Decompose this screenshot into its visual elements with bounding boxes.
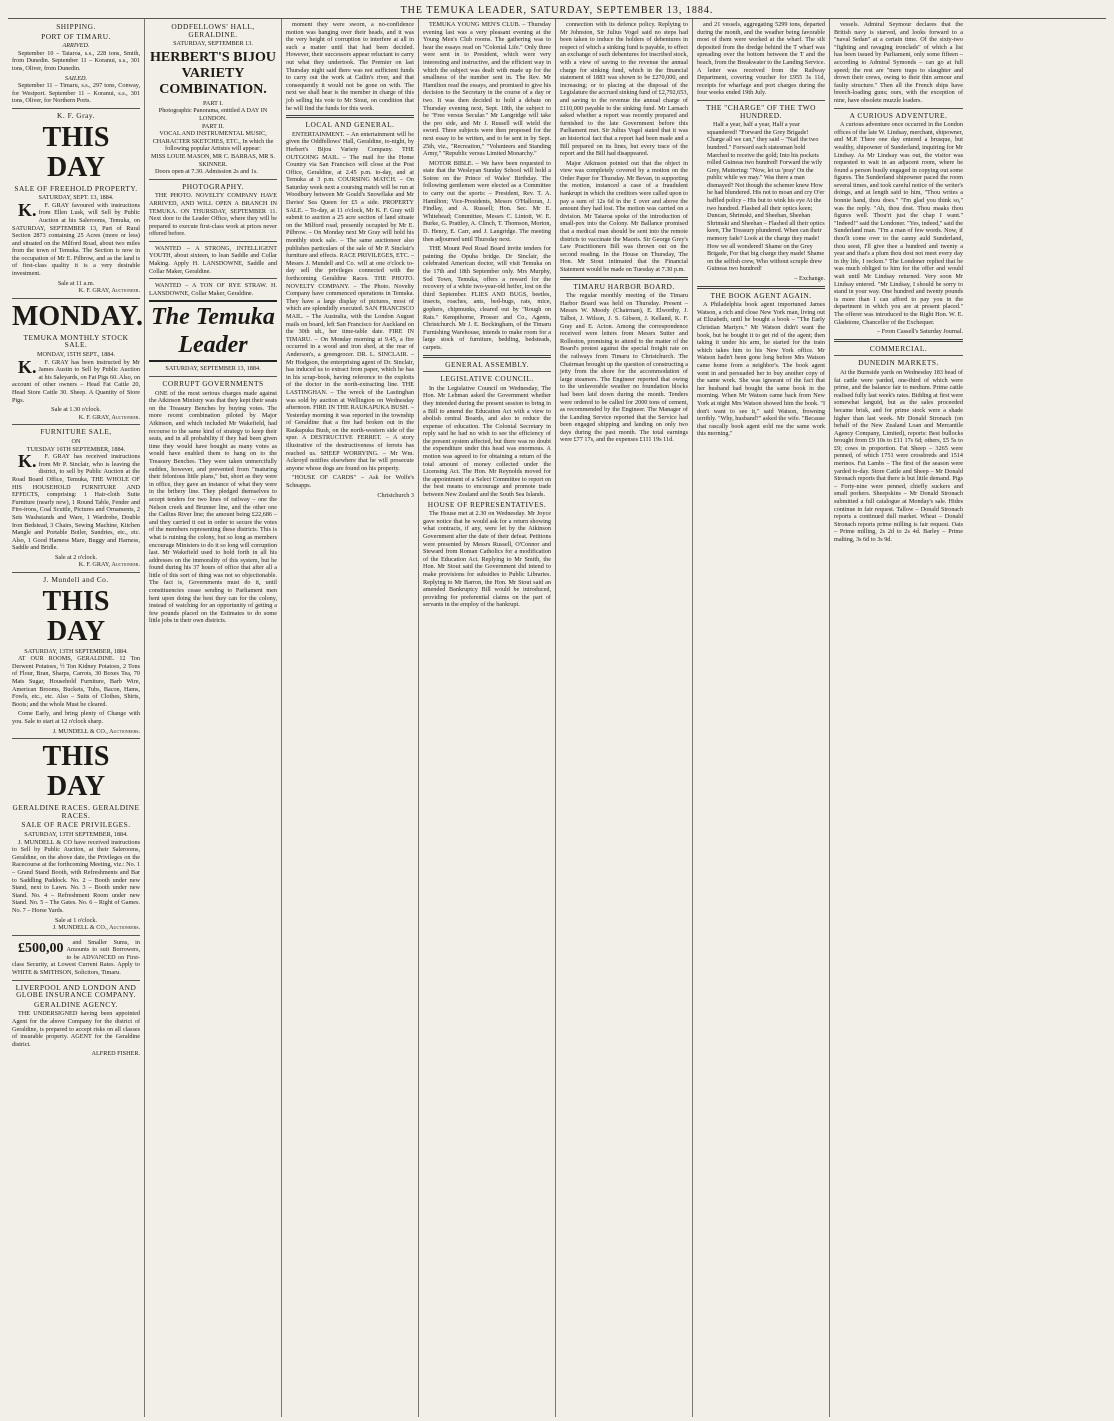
divider	[834, 108, 963, 109]
arrived-text: September 10 – Taiaroa, s.s., 228 tons, Smith, from Dunedin. September 11 – Koranui, s.s., 301 tons, Oliver, from Dunedin.	[12, 49, 140, 72]
sale-date: SATURDAY, 13TH SEPTEMBER, 1884.	[24, 830, 128, 838]
auctioneer-signature: K. F. GRAY, Auctioneer.	[78, 413, 140, 421]
sale-time: Sale at 11 a.m.	[57, 279, 95, 287]
this-day-heading: THIS DAY	[42, 585, 110, 647]
newspaper-title: The Temuka Leader	[149, 300, 277, 362]
divider	[149, 376, 277, 377]
curious-adventure-heading: A CURIOUS ADVENTURE.	[849, 110, 948, 120]
part2-text: VOCAL AND INSTRUMENTAL MUSIC, CHARACTER SKETCHES, ETC., In which the following popular Artistes will appear:	[152, 130, 274, 153]
sale-date: MONDAY, 15TH SEPT., 1884.	[36, 351, 116, 359]
council-text: In the Legislative Council on Wednesday, The Hon. Mr Lehman asked the Government whether they intended during the present session to bring in a Bill to amend the Education Act with a view to abolish central Boards, and also to reduce the expense of education. The Colonial Secretary in reply said he had no wish to see the efficiency of the present system affected, but there was no doubt the expenditure under this head was enormous. A motion was agreed to for obtaining a return of the total amount of money collected under the Licensing Act. The Hon. Mr Reynolds moved for the appointment of a Select Committee to report on the best means to encourage and promote trade between New Zealand and the South Sea Islands.	[423, 384, 551, 499]
house-heading: HOUSE OF REPRESENTATIVES.	[427, 499, 547, 509]
masthead-text: THE TEMUKA LEADER, SATURDAY, SEPTEMBER 13, 1884.	[400, 5, 714, 16]
divider	[286, 115, 414, 118]
mundell-heading: J. Mundell and Co.	[43, 575, 109, 585]
agency-signature: ALFRED FISHER.	[91, 1050, 140, 1058]
auctioneer-signature: J. MUNDELL & CO., Auctioneers.	[52, 727, 140, 735]
stock-ad-text: F. GRAY has been instructed by Mr James Austin to Sell by Public Auction at his Saleyards, on Fat Pigs 60. Also, on account of other owners – Head Fat Cattle 20, Head Store Cattle 30. Sheep. A Quantity of Store Pigs.	[12, 358, 140, 404]
monday-heading: MONDAY.	[12, 300, 143, 332]
wanted-ad-1: WANTED – A STRONG, INTELLIGENT YOUTH, about sixteen, to lean Saddle and Collar Making. Apply H. LANSDOWNE, Saddle and Collar Maker, Geraldine.	[149, 244, 277, 275]
column-2	[145, 19, 282, 1417]
divider	[423, 371, 551, 372]
wanted-ad-2: WANTED – A TON OF RYE STRAW. H. LANSDOWNE, Collar Maker, Geraldine.	[149, 282, 277, 297]
divider	[697, 286, 825, 289]
divider	[149, 241, 277, 242]
book-agent-text: A Philadelphia book agent importuned James Watson, a rich and close New York man, living out at Elizabeth, until he bought a book – "The Early Christian Martyrs." Mr Watson didn't want the book, but he bought it to get rid of the agent; then taking it under his arm, he started for the train which takes him to his New York office. Mr Watson hadn't been gone long before Mrs Watson came home from a neighbor's. The book agent went in and persuaded her to buy another copy of the same work. She was ignorant of the fact that her husband had bought the same book in the morning. When Mr Watson came back from New York at night Mrs Watson showed him the book. "I don't want to see it," said Watson, frowning terribly. "Why, husband?" asked the wife. "Because that rascally book agent sold me the same work this morning."	[697, 301, 825, 438]
auctioneer-signature: J. MUNDELL & CO., Auctioneers.	[52, 924, 140, 932]
commercial-heading: COMMERCIAL.	[869, 343, 928, 353]
sale-time: Sale at 2 o'clock.	[54, 553, 97, 561]
agency-text: THE UNDERSIGNED having been appointed Agent for the above Company for the district of Geraldine, is prepared to accept risks on all classes of insurable property. AGENT for the Geraldine district.	[12, 1010, 140, 1048]
on-label: ON	[71, 437, 81, 445]
divider	[149, 278, 277, 279]
gray-heading: K. F. Gray.	[57, 110, 95, 120]
port-heading: PORT OF TIMARU.	[41, 31, 111, 41]
book-agent-heading: THE BOOK AGENT AGAIN.	[710, 290, 812, 300]
furniture-ad-text: F. GRAY has received instructions from Mr P. Sinclair, who is leaving the district, to sell by Public Auction at the Road Board Office, Temuka, THE WHOLE OF HIS HOUSEHOLD FURNITURE AND EFFECTS, comprising: 1 Hair-cloth Suite Furniture (nearly new), 1 Round Table, Fender and Fire-irons, Coal Scuttle, Pictures and Ornaments, 2 Sets Washstands and Ware, 1 Wardrobe, Double Iron Bedstead, 3 Chairs, Sewing Machine, Kitchen Mangle and Portable Boiler, Sundries, etc., etc. Also, 1 Good Harness Mare, Buggy and Harness, Saddle and Bridle.	[12, 453, 140, 552]
sale-date: SATURDAY, SEPT. 13, 1884.	[38, 194, 114, 202]
columns	[8, 19, 1106, 1417]
local-text: ENTERTAINMENT. – An entertainment will be given the Oddfellows' Hall, Geraldine, to-night, by Herbert's Bijou Variety Company. THE OUTGOING MAIL. – The mail for the Home Country via San Francisco will close at the Post Office, Geraldine, at 2.45 p.m. to-day, and at Temuka at 3 p.m. COURSING MATCH. – On Saturday week next a coursing match will be run at Woodbury between Mr Gould's Snowflake and Mr Davies' Sea Queen for £5 a side. PROPERTY SALE. – To-day, at 11 o'clock, Mr K. F. Gray will submit to auction a 25 acre section of land situate on the Milford road, presently occupied by Mr E. Pilbrow. – On Monday next Mr Gray will hold his monthly stock sale. – The same auctioneer also publishes particulars of the sale of Mr P. Sinclair's furniture and effects. RACE PRIVILEGES, ETC. – Messrs J. Mundell and Co. will at one o'clock to-day sell the privileges connected with the forthcoming Geraldine Races. THE PHOTO. NOVELTY COMPANY. – The Photo. Novelty Company have commenced operations in Temuka. They have a large display of pictures, most of which are splendidly executed. SAN FRANCISCO MAIL. – The Australia, with the London August mails on board, left San Francisco for Auckland on the 30th ult., her time-table date. FIRE IN TIMARU. – On Monday morning at 9.45, a fire occurred in a wood and iron shed, at the rear of Anderson's, a greengrocer. DR. L. SINCLAIR. – Mr Hodgson, the enterprising agent of Dr. Sinclair, has induced us to extract from paper, which he has in his scrap-book, having reference to the exploits of the doctor in the north-extracting line. THE LASTINGHAN. – The wreck of the Lastinghan was sold by auction at Wellington on Wednesday afternoon. FIRE IN THE RAUKAPUKA BUSH. – Yesterday morning it was reported in the township of Geraldine that a fire had broken out in the Raukapuka Bush, on the north-western side of the spur. A DESTRUCTIVE FERRET. – A story illustrative of the destructiveness of ferrets has reached us. SHEEP WORRYING. – Mr Wm. Ackroyd notifies elsewhere that he will prosecute anyone whose dogs are found on his property.	[286, 130, 414, 472]
markets-text: At the Burnside yards on Wednesday 183 head of fat cattle were yarded, one-third of which were prime, and the balance fair to medium. Prime cattle realised fully last week's rates. Bidding at first were somewhat languid, but as the sales proceeded became brisk, and for prime stock were a shade higher than last week. Mr Donald Stronach (on behalf of the New Zealand Loan and Mercantile Agency Company, Limited), reports: Best bullocks brought from £9 10s to £11 17s 6d; others, £5 5s to £9; cows in proportion. Fat Sheep – 3265 were penned, of which 1751 were crossbreds and 1514 merinos. Fat Lambs – The first of the season were yarded to-day. Store Cattle and Sheep – Mr Donald Stronach reports that there is but little demand. Pigs – Forty-nine were penned, chiefly suckers and small porkers. Sheepskins – Mr Donald Stronach submitted a full catalogue at Monday's sale. Hides continue in fair request. Tallow – Donald Stronach reports a continued dull market. Wheat – Donald Stronach reports prime milling is fair request. Oats – Prime milling, 2s 2d to 2s 4d. Barley – Prime malting, 3s 6d to 3s 9d.	[834, 368, 963, 543]
notices-text: THE Mount Peel Road Board invite tenders for painting the Opuha bridge. Dr Sinclair, the celebrated American doctor, will visit Temuka on the 17th and 18th September only. Mrs Murphy, Sod Town, Temuka, offers a reward for the recovery of a white two-year-old heifer, lost on the third September. FLIES AND BUGS, beetles, insects, roaches, ants, bed-bugs, rats, mice, gophers, chipmunks, cleared out by "Rough on Rats." Kempthorne, Prosser and Co., Agents, Christchurch. Mr J. E. Bockingham, of the Timaru Furnishing Warehouse, intends to make room for a large stock of furniture, bedding, bedsteads, carpets.	[423, 245, 551, 351]
curious-adventure-text: A curious adventure once occurred in the London offices of the late W. Lindsay, merchant, shipowner, and M.P. There one day entered a brusque, but wealthy, shipowner of Sunderland, inquiring for Mr Lindsay. As Mr Lindsay was out, the visitor was requested to wait in an adjacent room, where he found a person busily engaged in copying out some figures. The Sunderland shipowner paced the room several times, and took careful notice of the writer's doings, and at length said to him, "Thou writes a bonnie hand, thou does." "I'm glad you think so," was the reply. "Ah, thou dost. Thou maaks thou figures well. Thou'rt just the chap I want." "Indeed!" said the Londoner. "Yes, indeed," said the Sunderland man. "I'm a man of few words. Now, if thou'lt come over to the canny auld Sunderland, thou seest, I'll give thee a hundred and twenty a year and that's a plum thou dost not meet every day in thy life, I reckon." The Londoner replied that he was much obliged to him for the offer and would wait until Mr Lindsay returned. Very soon Mr Lindsay entered. "Mr Lindsay, I should be sorry to stand in your way. One hundred and twenty pounds is more than I can afford to pay you in the department in which you are at present placed." The offerer was introduced to the Right Hon. W. E. Gladstone, Chancellor of the Exchequer.	[834, 121, 963, 326]
gray-ad-text: F. GRAY favoured with instructions from Ellen Lusk, will Sell by Public Auction at his Salerooms, Temuka, on SATURDAY, SEPTEMBER 13, Part of Rural Section 2873 containing 25 Acres (more or less) and situated on the Milford Road, about two miles from the town of Temuka. The Section is now in the occupation of Mr E. Pilbrow, and as the land is of first-class quality it is a very desirable investment.	[12, 201, 140, 278]
hall-date: SATURDAY, SEPTEMBER 13.	[173, 40, 253, 48]
masthead	[8, 4, 1106, 19]
corrupt-continued: moment they were sworn, a no-confidence motion was hanging over their heads, and it was the very height of corruption to interfere at all in such a matter until that had been decided. However, their successors appear reluctant to carry out what they undertook. The Premier on last Thursday night said there was not sufficient funds to carry out the work at Catlin's river, and that consequently it would not be gone on with. The next we shall hear is the member in charge of this job selling his vote to Mr Stout, on condition that he will find the funds for this work.	[286, 21, 414, 112]
harbor-board-heading: TIMARU HARBOR BOARD.	[573, 281, 675, 291]
bijou-heading: HERBERT'S BIJOU VARIETY COMBINATION.	[150, 49, 276, 97]
column-5	[556, 19, 693, 1417]
privileges-heading: SALE OF RACE PRIVILEGES.	[21, 820, 131, 830]
divider	[12, 424, 140, 425]
schnapps-signature: Christchurch 3	[377, 491, 414, 499]
sale-date: TUESDAY 16TH SEPTEMBER, 1884.	[26, 445, 126, 453]
loan-ad-text: and Smaller Sums, in Amounts to suit Borrowers, to be ADVANCED on First-class Security, at Lowest Current Rates. Apply to WHITE & SMITHSON, Solicitors, Timaru.	[12, 938, 140, 977]
young-mens-club-text: TEMUKA YOUNG MEN'S CLUB. – Thursday evening last was a very pleasant evening at the Young Men's Club rooms. The gathering was to hear the essays read on "Colonial Life." Only three were sent in to President, which were very interesting and instructive, and the efficient way in which the subject was dealt with made up for the smallness of the number sent in. The Rev. Mr Hamilton read the essays, and promised to give his decision to the Secretary in the course of a day or two. It was then decided to hold a debate on Thursday evening next, Sept. 18th, the subject to be "Free versus Secular." Mr Langridge will take the pro side, and Mr J. Russell will wield the sword. Three subjects were then proposed for the next essay to be written, and to be sent in by Sept. 25th, viz., "Recreation," "Volunteers and Standing Army," "Republic versus Limited Monarchy."	[423, 21, 551, 158]
agency-heading: GERALDINE AGENCY.	[34, 999, 118, 1009]
sale-time: Sale at 1.30 o'clock.	[51, 406, 101, 414]
harbor-board-text: The regular monthly meeting of the Timaru Harbor Board was held on Thursday. Present – Messrs W. Moody (Chairman), E. Elworthy, J. Talbot, J. Wilson, J. S. Gibson, J. Kelland, K. F. Gray and E. Acton. Among the correspondence received were letters from Messrs Sutter and Rolleston, promising to attend to the matter of the Board's protest against the special freight rate on the railways from Timaru to Christchurch. The Chairman brought up the question of constructing a jetty from the shore for the accommodation of large steamers. The Engineer reported that owing to the unfavorable weather no foundation blocks had been laid down during the month. Tenders were ordered to be called for 2000 tons of cement, as recommended by the Engineer. The Manager of the Landing Service reported that the Service had been engaged shipping and landing on only two days during the past month. The total earnings were £77 17s, and the expenses £111 19s 11d.	[560, 292, 688, 444]
column-1	[8, 19, 145, 1417]
races-ad-text: J. MUNDELL & CO have received instructions to Sell by Public Auction, at their Salerooms, Geraldine, on the above date, the Privileges on the Racecourse at the forthcoming Meeting, viz.: No. 1 – Grand Stand Booth, with Refreshments and Bar to Saddling Paddock. No. 2 – Booth under new Stand, next to Lawn. No. 3 – Booth under new Stand. No. 4 – Refreshment Room under new Stand. No. 5 – The Gates. No. 6 – Right of Games. No. 7 – Horse Yards.	[12, 838, 140, 914]
column-3	[282, 19, 419, 1417]
adventure-source: – From Cassell's Saturday Journal.	[877, 328, 963, 336]
divider	[12, 980, 140, 981]
shipping-heading: SHIPPING.	[56, 22, 96, 31]
corrupt-text: ONE of the most serious charges made against the Atkinson Ministry was that they kept their seats on the Treasury Benches by buying votes. The more recent combination piloted by Major Atkinson, and which included Mr Wakefield, had recourse to the same kind of strategy to keep their seats, and in all probability if they had been given time they would have bought as many votes as would have enabled them to hang on to the Treasury Benches. They were taken unmercifully sudden, however, and prevented from "maturing their felonious little plans," but, short as they were in office, they gave an instance of what they were in the bribery line. They pledged themselves to accept tenders for two lines of railway – one the Nelson creek and Brunner line, and the other one the Catlins River line; the amount being £22,686 – and they carried it out in order to secure the votes of the members representing these districts. This is what is ruining the colony, but so long as members encourage Ministers to do it so long will corruption last. Mr Wakefield used to hold forth in all his addresses on the immorality of this system, but he found during his 37 hours of office that after all a little of this sort of thing was not so objectionable. The fact is, Governments must do it, until constituencies cease sending to Parliament men bent upon doing the best they can for the colony, instead of watching for an opportunity of getting a few pounds placed on the Estimates to do some little jobs in their own districts.	[149, 389, 277, 625]
divider	[834, 339, 963, 342]
title-date: SATURDAY, SEPTEMBER 13, 1884.	[165, 365, 261, 373]
sailed-label: SAILED.	[64, 74, 88, 82]
this-day-heading: THIS DAY	[42, 121, 110, 183]
divider	[12, 738, 140, 739]
divider	[12, 935, 140, 936]
harbor-continued: and 21 vessels, aggregating 5299 tons, departed during the month, and the weather being favorable most of them were worked at the wharf. The silt deposited from the dredge behind the T wharf was spreading over the bottom between the T and the beach, from the Breakwater to the Landing Service. A letter was received from the Railway Department, covering voucher for £955 3s 11d, receipts for wharfage and port charges during the four weeks ended 19th July.	[697, 21, 825, 97]
stock-sale-heading: TEMUKA MONTHLY STOCK SALE.	[23, 332, 129, 350]
column-4	[419, 19, 556, 1417]
poem-source: – Exchange.	[794, 275, 825, 282]
artistes-list: MISS LOUIE MASON, MR C. BARRAS, MR S. SKINNER.	[151, 152, 275, 168]
column-6	[693, 19, 830, 1417]
mundell-ad-text: AT OUR ROOMS, GERALDINE. 12 Ton Derwent Potatoes, ½ Ton Kidney Potatoes, 2 Tons of Flour, Bran, Sharps, Carrots, 30 Boxes Tea, 70 Mats Sugar, Household Furniture, Barb Wire, American Brooms, Buckets, Tubs, Bacon, Hams, Fowls, etc., etc. Also – Suits of Clothes, Shirts, Boots; and the whole Must be cleared.	[12, 655, 140, 708]
divider	[12, 298, 140, 299]
auctioneer-signature: K. F. GRAY, Auctioneer.	[78, 561, 140, 569]
local-heading: LOCAL AND GENERAL.	[305, 120, 395, 130]
dunedin-markets-heading: DUNEDIN MARKETS.	[858, 358, 939, 368]
divider	[697, 100, 825, 101]
drop-cap: K.	[18, 356, 37, 377]
this-day-heading: THIS DAY	[42, 741, 110, 803]
hall-heading: ODDFELLOWS' HALL, GERALDINE.	[171, 22, 255, 39]
sale-date: SATURDAY, 13TH SEPTEMBER, 1884.	[24, 647, 128, 655]
insurance-heading: LIVERPOOL AND LONDON AND GLOBE INSURANCE COMPANY.	[15, 982, 137, 1000]
arrived-label: ARRIVED.	[62, 42, 90, 50]
divider	[834, 355, 963, 356]
divider	[12, 108, 140, 109]
sale-time: Sale at 1 o'clock.	[54, 916, 97, 924]
freehold-heading: SALE OF FREEHOLD PROPERTY.	[14, 183, 138, 193]
divider	[423, 355, 551, 358]
photography-text: THE PHOTO. NOVELTY COMPANY HAVE ARRIVED, AND WILL OPEN A BRANCH IN TEMUKA. ON THURSDAY, SEPTEMBER 11. Next door to the Leader Office, where they will be prepared to execute first-class work at prices never offered before.	[149, 192, 277, 238]
house-continued-2: Major Atkinson pointed out that the object in view was completely covered by a motion on the Order Paper for Thursday. Mr Bevan, in supporting the motion, instanced a case of a fraudulent bankrupt in which the creditors were called upon to pay a sum of 12s 6d in the £ over and above the amount they had lost. The motion was carried on a division. Mr Taiaroa spoke of the introduction of small-pox into the Colony. Mr Ballance promised that a medical man should be sent into the remote districts to vaccinate the Maoris. Sir George Grey's Law Practitioners Bill was thrown out on the second reading. In the House on Thursday, The Hon. Mr Stout intimated that the Financial Statement would be made on Tuesday at 7.30 p.m.	[560, 159, 688, 273]
sunday-school-text: MOTOR BIBLE. – We have been requested to state that the Wesleyan Sunday School will hold a Soiree on the Prince of Wales' Birthday. The following gentlemen were elected as a Committee to carry out the sports: – President, Rev. T. A. Hamilton; Vice-Presidents, Messrs O'Halloran, J. Findlay, and A. Russell; Hon. Sec. Mr E. Whitehead; Committee, Messrs C. Lintott, W. E. Burke, G. Prattley, A. Clinch, T. Thomson, Morton, D. Henry, E. Carr, and J. Langridge. The meeting then adjourned until Thursday next.	[423, 159, 551, 243]
poem-text: Half a year, half a year, Half a year squandered! "Forward the Grey Brigade! Charge all we can," they said – "Nail the two hundred." Forward each statesman bold Marched to receive the gold; Into his pockets rolled Guineas two hundred! Forward the wily Grey, Muttering: "Now, let us 'pray' On the public while we may." Was there a man dismayed? Not though the schemer knew How he had blundered. His not to moan and cry O'er baffled policy – His but to wink his eye At the two hundred. Flashed all their optics keen; Duncan, Shrimski, and Sheehan, Sheehan Shrimski and Sheehan – Flashed all their optics keen, The Treasury plundered. When can their memory fade? Look at the charge they made! How we all wondered! Shame on the Grey Brigade, For that big charge they made! Shame on the selfish crew, Who without scruple drew Guineas two hundred!	[707, 121, 825, 273]
column-7	[830, 19, 967, 1417]
loan-amount: £500,00	[18, 940, 64, 956]
general-assembly-heading: GENERAL ASSEMBLY.	[445, 359, 529, 369]
legislative-council-heading: LEGISLATIVE COUNCIL.	[440, 374, 534, 384]
sailed-text: September 11 – Timaru, s.s., 297 tons, Conway, for Westport. September 11 – Koranui, s.s., 301 tons, Oliver, for Northern Ports.	[12, 82, 140, 105]
drop-cap: K.	[18, 451, 37, 472]
races-heading: GERALDINE RACES. GERALDINE RACES.	[12, 803, 140, 820]
schnapps-ad: "HOUSE OF CARDS" – Ask for Wolfe's Schnapps.	[286, 474, 414, 490]
drop-cap: K.	[18, 199, 37, 220]
divider	[560, 277, 688, 280]
house-continued: connection with its defence policy. Replying to Mr Johnston, Sir Julius Vogel said no steps had been taken to induce the holders of debentures in respect of which a sinking fund is payable, to effect an exchange of such debentures for inscribed stock, with a view of saving to the revenue the annual charge for sinking fund, which in the financial statement of 1883 was shown to be £270,000, and increasing; or to placing at the disposal of the Legislature the accrued sinking fund of £2,792,653, and saving to the revenue the annual charge of £110,000 payable to the sinking fund. Mr Larnach asked whether a report was recently prepared and furnished to the late Government before this Parliament met. Sir Julius Vogel stated that it was an historical fact that a report had been made and a Bill prepared on its lines, but every trace of the report and the Bill had disappeared.	[560, 21, 689, 158]
divider	[12, 572, 140, 573]
corrupt-heading: CORRUPT GOVERNMENTS	[162, 379, 264, 389]
divider	[149, 179, 277, 180]
auctioneer-signature: K. F. GRAY, Auctioneer.	[78, 287, 140, 295]
house-text: The House met at 2.30 on Wednesday. Mr Joyce gave notice that he would ask for a return showing what contracts, if any, were let by the Atkinson Government after the date of their defeat. Petitions were presented by Messrs Russell, O'Connor and Steward from Roman Catholics for a modification of the Education Act. Replying to Mr Smith, the Hon. Mr Stout said the Government did intend to make provisions for subsidies to Public Libraries. Replying to Mr Barron, the Hon. Mr Stout said an amended Bankruptcy Bill would be introduced, providing for preferential claims on the part of servants in the employ of the bankrupt.	[423, 510, 551, 609]
part2-label: PART II.	[202, 122, 224, 130]
doors-text: Doors open at 7.30. Admission 2s and 1s.	[155, 168, 258, 176]
furniture-heading: FURNITURE SALE,	[40, 427, 112, 437]
poem-heading: THE "CHARGE" OF THE TWO HUNDRED.	[705, 102, 817, 120]
naval-text: vessels. Admiral Seymour declares that the British navy is starved, and looks forward to a "naval Sedan" at a certain time. Of the sixty-two "fighting and ravaging ironclads" of which a list has been issued by Parliament, only some fifteen – according to Admiral Symonds – can go at full speed; the rest are "mere traps to slaughter and drown their crews, owing to their thin armour and faulty structure." Then all the French ships have breech-loading guns; ours, with the exception of nine, have obsolete muzzle loaders.	[834, 21, 963, 104]
part1-text: Photographic Panorama, entitled A DAY IN LONDON.	[158, 107, 268, 122]
part1-label: PART I.	[203, 99, 223, 107]
photography-heading: PHOTOGRAPHY.	[182, 181, 244, 191]
mundell-come-text: Come Early, and bring plenty of Change with you. Sale to start at 12 o'clock sharp.	[12, 710, 140, 725]
